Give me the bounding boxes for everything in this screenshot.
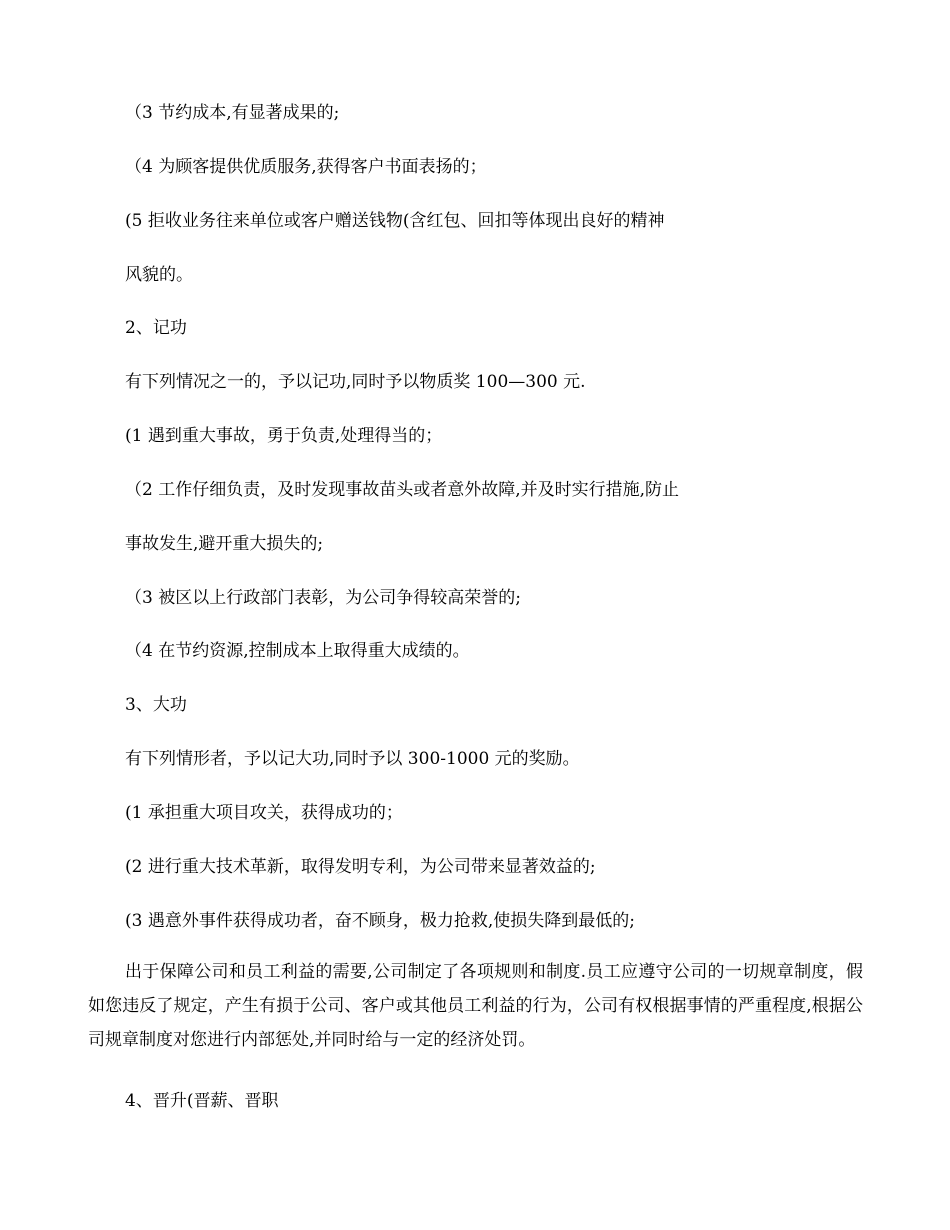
text-line: （4 为顾客提供优质服务,获得客户书面表扬的； <box>125 157 487 177</box>
text-line: 风貌的。 <box>125 265 193 285</box>
text-line: (3 遇意外事件获得成功者，奋不顾身，极力抢救,使损失降到最低的; <box>125 911 635 931</box>
text-line: 有下列情况之一的，予以记功,同时予以物质奖 100—300 元. <box>125 372 586 392</box>
section-heading: 3、大功 <box>125 695 187 715</box>
text-line: (1 承担重大项目攻关，获得成功的； <box>125 803 403 823</box>
text-line: (5 拒收业务往来单位或客户赠送钱物(含红包、回扣等体现出良好的精神 <box>125 211 665 231</box>
text-line: 有下列情形者，予以记大功,同时予以 300-1000 元的奖励。 <box>125 749 580 769</box>
text-line: （3 节约成本,有显著成果的; <box>125 103 340 123</box>
text-line: (2 进行重大技术革新，取得发明专利，为公司带来显著效益的; <box>125 857 596 877</box>
text-line: （3 被区以上行政部门表彰，为公司争得较高荣誉的; <box>125 588 521 608</box>
section-heading: 4、晋升(晋薪、晋职 <box>125 1091 279 1111</box>
text-line: （4 在节约资源,控制成本上取得重大成绩的。 <box>125 641 470 661</box>
section-heading: 2、记功 <box>125 318 187 338</box>
body-paragraph: 出于保障公司和员工利益的需要,公司制定了各项规则和制度.员工应遵守公司的一切规章制度，假如您违反了规定，产生有损于公司、客户或其他员工利益的行为，公司有权根据事情的严重程度,根据公司规章制度对您进行内部惩处,并同时给与一定的经济处罚。 <box>88 962 863 1050</box>
text-line: （2 工作仔细负责，及时发现事故苗头或者意外故障,并及时实行措施,防止 <box>125 480 680 500</box>
text-line: 事故发生,避开重大损失的; <box>125 534 324 554</box>
text-line: (1 遇到重大事故，勇于负责,处理得当的； <box>125 426 443 446</box>
